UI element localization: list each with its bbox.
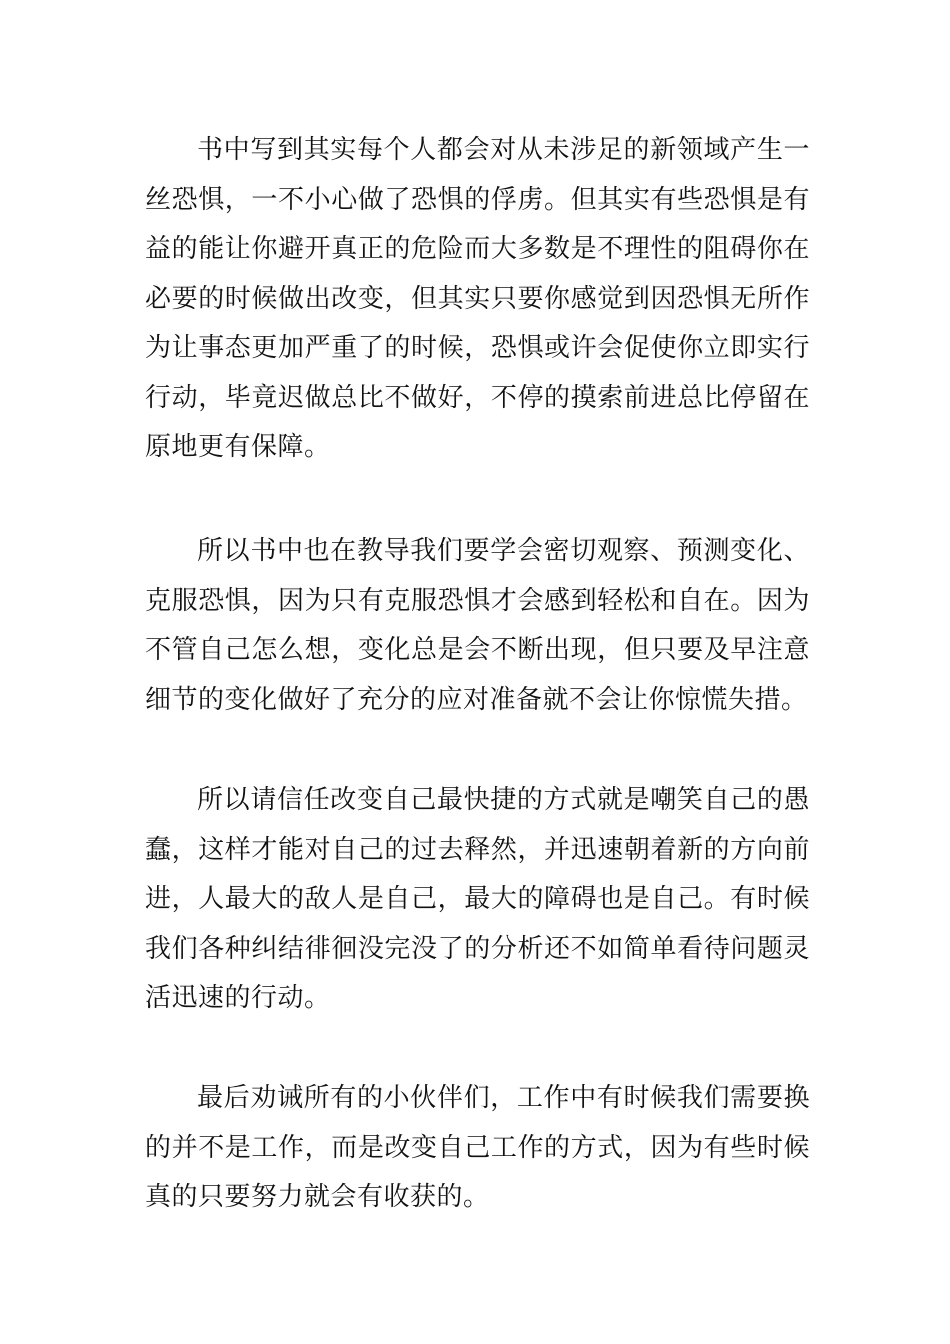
paragraph-2: 所以书中也在教导我们要学会密切观察、预测变化、克服恐惧，因为只有克服恐惧才会感到轻松和自在。因为不管自己怎么想，变化总是会不断出现，但只要及早注意细节的变化做好了充分的应对准备就不会让你惊慌失措。 (145, 536, 810, 715)
paragraph-3: 所以请信任改变自己最快捷的方式就是嘲笑自己的愚蠢，这样才能对自己的过去释然，并迅速朝着新的方向前进，人最大的敌人是自己，最大的障碍也是自己。有时候我们各种纠结徘徊没完没了的分析还不如简单看待问题灵活迅速的行动。 (145, 785, 810, 1013)
paragraph-4: 最后劝诫所有的小伙伴们，工作中有时候我们需要换的并不是工作，而是改变自己工作的方式，因为有些时候真的只要努力就会有收获的。 (145, 1083, 810, 1212)
paragraph-1: 书中写到其实每个人都会对从未涉足的新领域产生一丝恐惧，一不小心做了恐惧的俘虏。但其实有些恐惧是有益的能让你避开真正的危险而大多数是不理性的阻碍你在必要的时候做出改变，但其实只要你感觉到因恐惧无所作为让事态更加严重了的时候，恐惧或许会促使你立即实行行动，毕竟迟做总比不做好，不停的摸索前进总比停留在原地更有保障。 (145, 135, 810, 462)
